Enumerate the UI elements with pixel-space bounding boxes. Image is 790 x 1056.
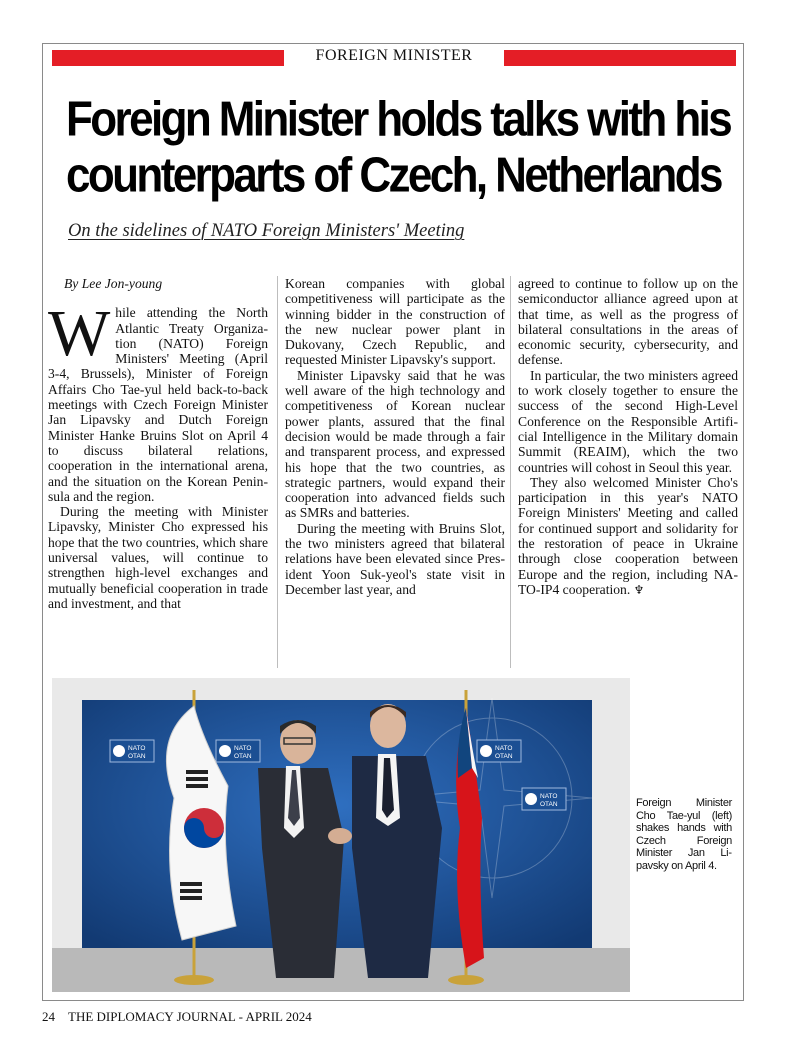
column-rule bbox=[277, 276, 278, 668]
section-header bbox=[52, 47, 736, 66]
paragraph: In particular, the two ministers agreed to work closely together to ensure the success of the second High-Level Conference on the Responsible Artificial Intelligence in the Military domain Summit (REAIM), which the two countries will cohost in Seoul this year. bbox=[518, 367, 738, 475]
drop-cap: W bbox=[48, 297, 111, 371]
paragraph: During the meeting with Minister Lipavsky, Minister Cho expressed his hope that the two countries, which share universal values, will continue to strengthen high-level exchanges and mutually beneficial cooperation in trade and investment, and that bbox=[48, 504, 268, 611]
svg-text:OTAN: OTAN bbox=[128, 753, 146, 760]
svg-text:OTAN: OTAN bbox=[234, 753, 252, 760]
svg-text:OTAN: OTAN bbox=[540, 801, 558, 808]
page-footer bbox=[42, 1009, 322, 1025]
headline-line-2: counterparts of Czech, Netherlands bbox=[66, 148, 721, 203]
svg-text:OTAN: OTAN bbox=[495, 753, 513, 760]
svg-text:NATO: NATO bbox=[495, 745, 513, 752]
svg-text:NATO: NATO bbox=[234, 745, 252, 752]
paragraph: Korean companies with global competitiveness will participate as the winning bidder in the construction of the new nuclear power plant in Dukovany, Czech Republic, and requested Minister Lipavsky's support. bbox=[285, 276, 505, 368]
paragraph bbox=[518, 475, 738, 598]
photo-illustration bbox=[52, 678, 630, 992]
article-body bbox=[48, 276, 742, 668]
end-mark-icon: ♆ bbox=[633, 582, 645, 597]
paragraph: agreed to continue to follow up on the semiconductor alliance agreed upon at that time, as well as the progress of bilateral consultations in the areas of economic security, cybersecurity, and defense. bbox=[518, 276, 738, 368]
page-number: 24 bbox=[42, 1009, 55, 1024]
article-column-2 bbox=[285, 276, 505, 668]
section-bar-right bbox=[504, 50, 736, 66]
paragraph bbox=[48, 297, 268, 504]
section-label: FOREIGN MINISTER bbox=[315, 47, 473, 64]
byline: By Lee Jon-young bbox=[64, 276, 163, 291]
handshake bbox=[328, 828, 352, 844]
publication-name: THE DIPLOMACY JOURNAL - APRIL 2024 bbox=[68, 1009, 312, 1024]
photo-caption: Foreign Minister Cho Tae-yul (left) shakes hands with Czech Foreign Minister Jan Lipavsky on April 4. bbox=[636, 797, 732, 872]
section-bar-left bbox=[52, 50, 284, 66]
headline-line-1: Foreign Minister holds talks with his bbox=[66, 92, 731, 147]
article-column-3 bbox=[518, 276, 738, 668]
paragraph: During the meeting with Bruins Slot, the two ministers agreed that bilateral relations have been elevated since President Yoon Suk-yeol's state visit in December last year, and bbox=[285, 520, 505, 597]
svg-text:NATO: NATO bbox=[128, 745, 146, 752]
svg-text:NATO: NATO bbox=[540, 793, 558, 800]
paragraph: Minister Lipavsky said that he was well aware of the high technology and competitiveness of Korean nuclear power plants, assured that the final decision would be made through a fair and transparent process, and expressed his hope that the two countries, as strategic partners, would expand their cooperation into advanced fields such as SMRs and batteries. bbox=[285, 367, 505, 521]
paragraph-text: They also welcomed Minister Cho's participation in this year's NATO Foreign Ministers' Meeting and called for continued support and solidarity for the restoration of peace in Ukraine through close cooperation between Europe and the region, including NATO-IP4 cooperation. bbox=[518, 474, 738, 597]
news-photo bbox=[52, 678, 630, 992]
column-rule bbox=[510, 276, 511, 668]
headline bbox=[66, 92, 736, 204]
article-column-1 bbox=[48, 276, 268, 668]
subhead: On the sidelines of NATO Foreign Ministers' Meeting bbox=[68, 221, 465, 241]
paragraph-text: hile attending the North Atlantic Treaty Organization (NATO) Foreign Ministers' Meeting (April 3-4, Brussels), Minister of Foreign Affairs Cho Tae-yul held back-to-back meetings with Czech Foreign Minister Jan Lipavsky and Dutch Foreign Minister Hanke Bruins Slot on April 4 to discuss bilateral relations, cooperation in the international arena, and the situation on the Korean Peninsula and the region. bbox=[48, 305, 268, 504]
